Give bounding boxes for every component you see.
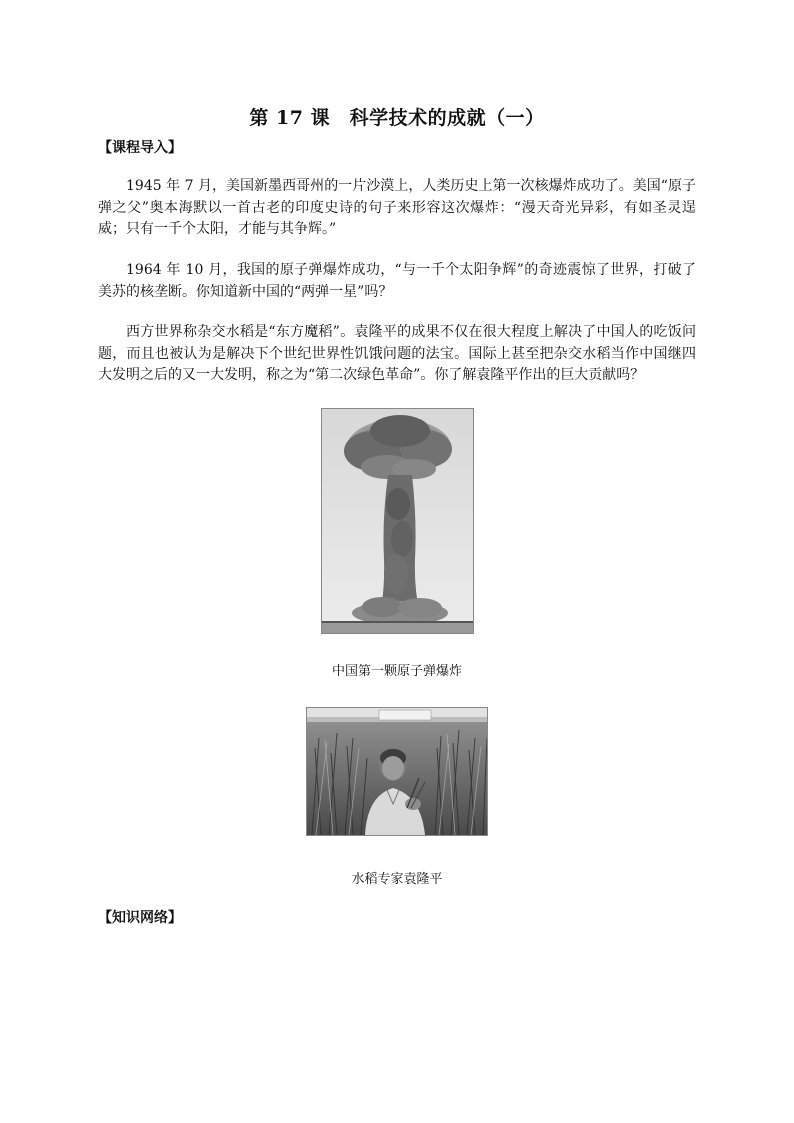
- mushroom-cloud-photo: [321, 408, 474, 634]
- page-title: 第 17 课 科学技术的成就（一）: [249, 107, 545, 129]
- section-heading-network: 【知识网络】: [98, 910, 182, 926]
- section-heading-intro: 【课程导入】: [98, 140, 182, 156]
- paragraph-1: 1945 年 7 月，美国新墨西哥州的一片沙漠上，人类历史上第一次核爆炸成功了。美国“原子弹之父”奥本海默以一首古老的印度史诗的句子来形容这次爆炸：“漫天奇光异彩，有如圣灵逞威；只有一千个太阳，才能与其争辉。”: [98, 178, 696, 237]
- figure-1-caption: 中国第一颗原子弹爆炸: [331, 664, 462, 679]
- paragraph-2: 1964 年 10 月，我国的原子弹爆炸成功，“与一千个太阳争辉”的奇迹震惊了世界，打破了美苏的核垄断。你知道新中国的“两弹一星”吗？: [98, 262, 696, 300]
- figure-2-caption: 水稻专家袁隆平: [351, 872, 443, 887]
- paragraph-3: 西方世界称杂交水稻是“东方魔稻”。袁隆平的成果不仅在很大程度上解决了中国人的吃饭问题，而且也被认为是解决下个世纪世界性饥饿问题的法宝。国际上甚至把杂交水稻当作中国继四大发明之后的又一大发明，称之为“第二次绿色革命”。你了解袁隆平作出的巨大贡献吗？: [98, 324, 696, 383]
- yuan-longping-photo: [306, 707, 488, 836]
